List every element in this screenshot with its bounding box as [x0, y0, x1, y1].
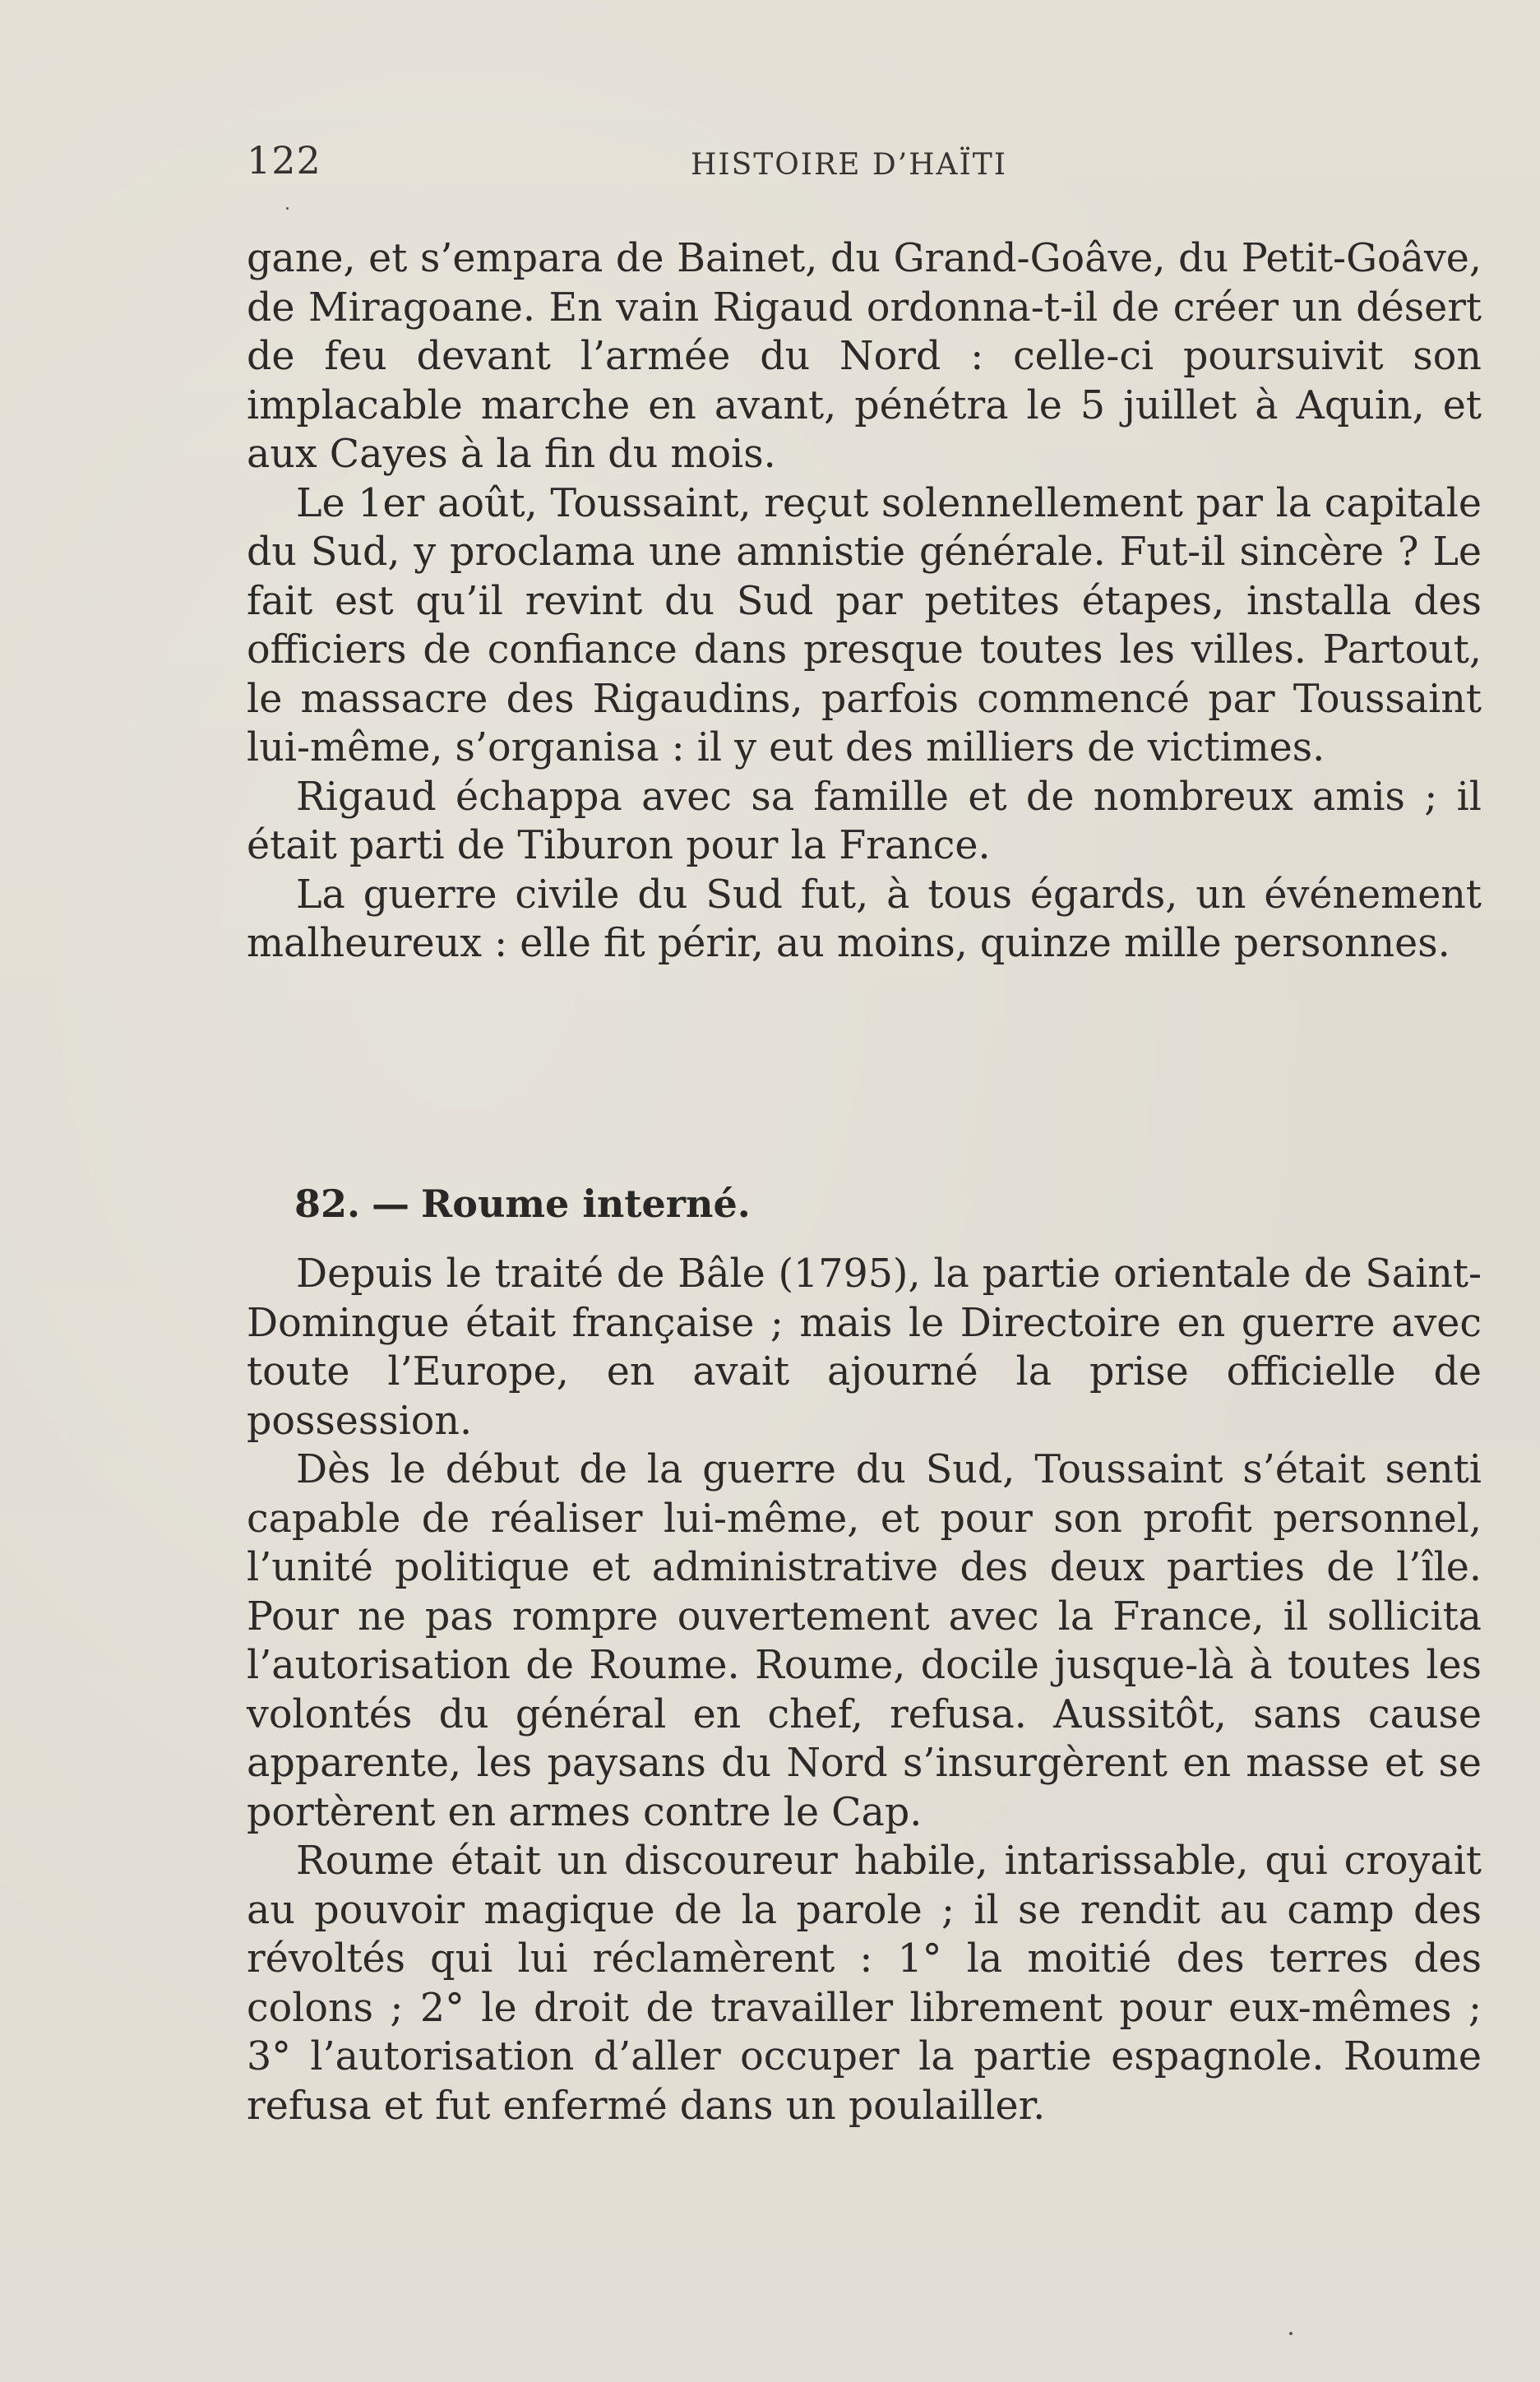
paragraph: Depuis le traité de Bâle (1795), la partie orientale de Saint-Domingue était française ; mais le Directoire en guerre avec toute l’Europe, en avait ajourné la prise officielle de possession. [247, 1251, 1482, 1444]
paragraph: gane, et s’empara de Bainet, du Grand-Goâve, du Petit-Goâve, de Miragoane. En vain Rigaud ordonna-t-il de créer un désert de feu devant l’armée du Nord : celle-ci poursuivit son implacable marche en avant, pénétra le 5 juillet à Aquin, et aux Cayes à la fin du mois. [247, 236, 1482, 477]
text-block-top [247, 234, 1482, 969]
section-number: 82. [294, 1182, 361, 1226]
page-number: 122 [247, 138, 321, 183]
paragraph: Roume était un discoureur habile, intarissable, qui croyait au pouvoir magique de la parole ; il se rendit au camp des révoltés qui lui réclamèrent : 1° la moitié des terres des colons ; 2° le droit de travailler librement pour eux-mêmes ; 3° l’autorisation d’aller occuper la partie espagnole. Roume refusa et fut enfermé dans un poulailler. [247, 1839, 1482, 2129]
paper-speck [1289, 2332, 1293, 2335]
section-heading [294, 1182, 751, 1226]
section-title: Roume interné. [421, 1182, 751, 1226]
paragraph: Dès le début de la guerre du Sud, Toussaint s’était senti capable de réaliser lui-même, et pour son profit personnel, l’unité politique et administrative des deux parties de l’île. Pour ne pas rompre ouvertement avec la France, il sollicita l’autorisation de Roume. Roume, docile jusque-là à toutes les volontés du général en chef, refusa. Aussitôt, sans cause apparente, les paysans du Nord s’insurgèrent en masse et se portèrent en armes contre le Cap. [247, 1447, 1482, 1835]
paper-speck [286, 207, 289, 210]
paragraph: La guerre civile du Sud fut, à tous égards, un événement malheureux : elle fit périr, au moins, quinze mille personnes. [247, 872, 1482, 966]
text-block-bottom [247, 1250, 1482, 2130]
section-dash: — [372, 1182, 410, 1226]
paragraph: Rigaud échappa avec sa famille et de nombreux amis ; il était parti de Tiburon pour la France. [247, 774, 1482, 868]
page-header [247, 138, 1480, 187]
running-title: HISTOIRE D’HAÏTI [691, 148, 1008, 182]
paragraph: Le 1er août, Toussaint, reçut solennellement par la capitale du Sud, y proclama une amnistie générale. Fut-il sincère ? Le fait est qu’il revint du Sud par petites étapes, installa des officiers de confiance dans presque toutes les villes. Partout, le massacre des Rigaudins, parfois commencé par Toussaint lui-même, s’organisa : il y eut des milliers de victimes. [247, 480, 1482, 770]
